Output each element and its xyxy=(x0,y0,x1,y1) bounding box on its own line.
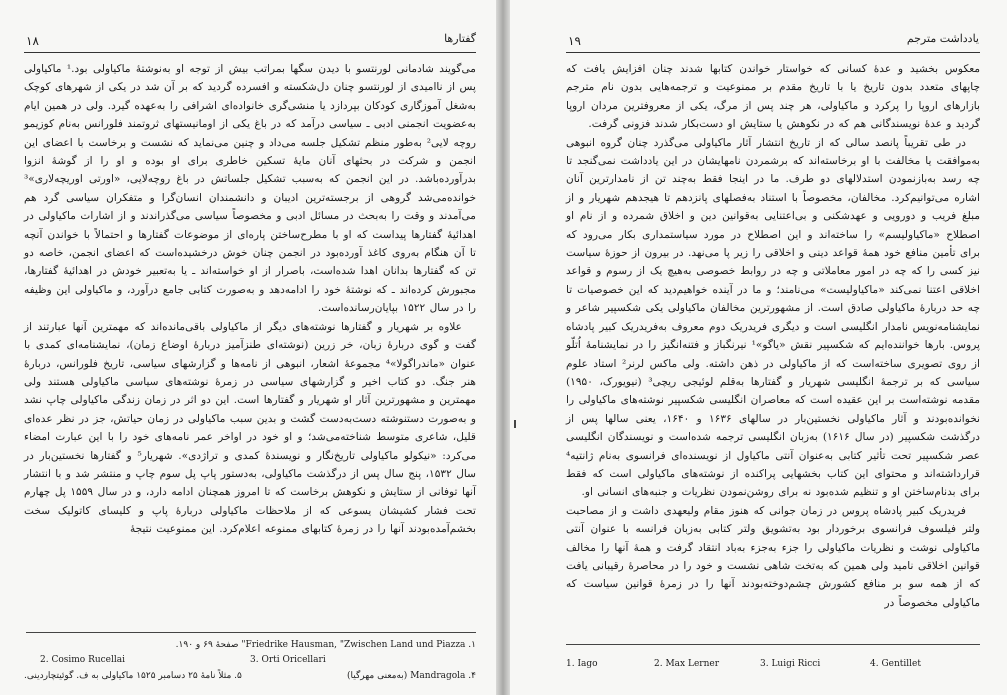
right-footnote-1: 1. Iago xyxy=(566,659,598,669)
right-footnote-2: 2. Max Lerner xyxy=(654,659,719,669)
left-page-number: ۱۸ xyxy=(26,34,39,48)
right-paragraph-3: فریدریک کبیر پادشاه پروس در زمان جوانی که هنوز مقام ولیعهدی داشت و از مصاحبت ولتر فیلسوف فرانسوی برخوردار بود به‌تشویق ولتر کتابی به‌زبان فرانسه با عنوان آنتی ماکیاولی نوشت و نظریات ماکیاولی را جزء به‌جزء به‌باد انتقاد گرفت و همهٔ آنها را مخالف قوانین اخلاقی نامید ولی همین که به‌تخت شاهی نشست و خود را در محاصرهٔ رقیبانی یافت که از همه سو بر منافع کشورش چشم‌دوخته‌بودند آنها را در زمرهٔ قوانین سیاست که ماکیاولی مخصوصاً در xyxy=(566,504,980,609)
right-footnote-3: 3. Luigi Ricci xyxy=(760,659,821,669)
right-running-head: یادداشت مترجم xyxy=(906,32,979,45)
page-edge-mark xyxy=(514,420,516,428)
left-footnote-2: 2. Cosimo Rucellai xyxy=(40,655,126,665)
left-running-head: گفتارها xyxy=(444,32,476,45)
right-paragraph-2: در طی تقریباً پانصد سالی که از تاریخ انتشار آثار ماکیاولی می‌گذرد چنان گروه انبوهی به‌موافقت یا مخالفت با او برخاسته‌اند که برشمردن نامهایشان در این یادداشت نمی‌گنجد تا چه رسد به‌بازنمودن استدلالهای دو طرف. ما در اینجا فقط به‌چند تن از نامدارترین آنان اشاره می‌توانیم‌کرد. مخالفان، مخصوصاً با استناد به‌فصلهای پانزدهم تا هیجدهم شهریار و از مبلغ فریب و دورویی و عهدشکنی و بی‌اعتنایی به‌قوانین دین و اخلاق شمرده و از نام او اصطلاح «ماکیاولیسم» را ساخته‌اند و این اصطلاح در مورد سیاستمداری بکار می‌رود که برای تأمین منافع خود همهٔ قواعد دینی و اخلاقی را زیر پا می‌نهد. در بیرون از حوزهٔ سیاست نیز کسی را که چه در امور معاملاتی و چه در روابط خصوصی به‌هیچ یک از رسوم و قواعد اخلاقی اعتنا نمی‌کند «ماکیاولیست» می‌نامند؛ و ما در آینده خواهیم‌دید که این خصوصیات تا چه حد دربارهٔ ماکیاولی صادق است. از مشهورترین مخالفان ماکیاولی یکی شکسپیر شاعر و نمایشنامه‌نویس نامدار انگلیسی است و دیگری فریدریک دوم معروف به‌فریدریک کبیر پادشاه پروس. بارها خواننده‌ایم که شکسپیر نقش «یاگو»¹ نیرنگباز و فتنه‌انگیز را در نمایشنامهٔ اُتلّو از روی تصویری ساخته‌است که از ماکیاولی در ذهن داشته. ولی ماکس لرنر² استاد علوم سیاسی که بر ترجمهٔ انگلیسی شهریار و گفتارها به‌قلم لوئیجی ریچی³ (نیویورک، ۱۹۵۰) مقدمه نوشته‌است بر این عقیده است که معاصران انگلیسی شکسپیر نوشته‌های ماکیاولی را نخوانده‌بودند و آثار ماکیاولی نخستین‌بار در سالهای ۱۶۳۶ و ۱۶۴۰، یعنی سالها پس از درگذشت شکسپیر (در سال ۱۶۱۶) به‌زبان انگلیسی ترجمه شده‌است و نویسندگان انگلیسی عصر شکسپیر تحت تأثیر کتابی به‌عنوان آنتی ماکیاول از نویسنده‌ای فرانسوی به‌نام ژانتیه⁴ قرارداشته‌اند و محتوای این کتاب بخشهایی پراکنده از نوشته‌های ماکیاولی است که فقط برای بدنام‌ساختن او و تنظیم شده‌بود نه برای روشن‌نمودن نظریات و جنبه‌های انسانی او. xyxy=(566,136,980,499)
left-header-rule xyxy=(24,52,476,53)
left-paragraph-2: علاوه بر شهریار و گفتارها نوشته‌های دیگر از ماکیاولی باقی‌مانده‌اند که مهمترین آنها عبارتند از گفت و گوی دربارهٔ زبان، خر زرین (نوشته‌ای طنزآمیز دربارهٔ اوضاع زمان)، نمایشنامه‌ای کمدی با عنوان «ماندراگولا»⁴ مجموعهٔ اشعار، انبوهی از نامه‌ها و گزارشهای سیاسی، تاریخ فلورانس، دربارهٔ هنر جنگ. دو کتاب اخیر و گزارشهای سیاسی در زمرهٔ نوشته‌های سیاسی ماکیاولی هستند ولی مهمترین و مشهورترین آثار او شهریار و گفتارها است. این دو اثر در زمان زندگی ماکیاولی چاپ نشد و به‌صورت دستنوشته دست‌به‌دست گشت و بدین سبب ماکیاولی در زمان حیاتش، جز در نظر عده‌ای قلیل، شاعری متوسط شناخته‌می‌شد؛ و او خود در اواخر عمر نامه‌های خود را با این عبارت امضاء می‌کرد: «نیکولو ماکیاولی تاریخ‌نگار و نویسندهٔ کمدی و تراژدی». شهریار⁵ و گفتارها نخستین‌بار در سال ۱۵۳۲، پنج سال پس از درگذشت ماکیاولی، به‌دستور پاپ پل سوم چاپ و منتشر شد و با انتشار آنها توفانی از ستایش و نکوهش برخاست که تا امروز همچنان ادامه دارد، و در سال ۱۵۵۹ پل چهارم تحت فشار کشیشان یسوعی که از ملاحظات ماکیاولی دربارهٔ پاپ و کلیسای کاتولیک سخت بخشم‌آمده‌بودند آنها را در زمرهٔ کتابهای ممنوعه اعلام‌کرد. این ممنوعیت نتیجهٔ xyxy=(24,320,476,536)
right-page xyxy=(510,0,1007,695)
right-paragraph-1: معکوس بخشید و عدهٔ کسانی که خواستار خواندن کتابها شدند چنان افزایش یافت که چاپهای متعدد بدون تاریخ یا با تاریخ مقدم بر ممنوعیت و ترجمه‌هایی بدون نام مترجم بازارهای اروپا را پرکرد و ماکیاولی، هر چند پس از مرگ، یکی از معروفترین مردان اروپا گردید و عدهٔ نویسندگانی هم که در نکوهش یا ستایش او دست‌بکار شدند فزونی گرفت. xyxy=(566,63,980,131)
left-footnote-rule xyxy=(26,632,476,633)
left-body-text xyxy=(24,60,476,539)
left-footnote-5: ۵. مثلاً نامهٔ ۲۵ دسامبر ۱۵۲۵ ماکیاولی به ف. گوئیتچاردینی. xyxy=(24,671,242,681)
right-footnote-rule xyxy=(566,644,980,645)
left-footnote-1: ۱. Friedrike Hausman, "Zwischen Land und Piazza" صفحهٔ ۶۹ و ۱۹۰. xyxy=(175,640,476,650)
right-footnote-4: 4. Gentillet xyxy=(870,659,921,669)
left-footnote-4: ۴. Mandragola (به‌معنی مهرگیا) xyxy=(347,671,476,681)
left-footnote-3: 3. Orti Oricellari xyxy=(250,655,326,665)
right-header-rule xyxy=(566,52,980,53)
right-body-text xyxy=(566,60,980,612)
right-page-number: ۱۹ xyxy=(568,34,581,48)
left-paragraph-1: می‌گویند شادمانی لورنتسو با دیدن سگها بمراتب بیش از توجه او به‌نوشتهٔ ماکیاولی بود.¹ ماکیاولی پس از ناامیدی از لورنتسو چنان دل‌شکسته و افسرده گردید که بر آن شد در یکی از شهرهای کوچک به‌شغل آموزگاری کودکان بپردازد یا منشی‌گری خانواده‌ای اشرافی را به‌عهده گیرد. ولی در همین ایام به‌عضویت انجمنی ادبی ـ سیاسی درآمد که در باغ یکی از اومانیستهای ثروتمند فلورانس به‌نام کوزیمو روچه لایی² به‌طور منظم تشکیل جلسه می‌داد و چنین می‌نماید که نشست و برخاست با اعضای این انجمن و شرکت در بحثهای آنان مایهٔ تسکین خاطری برای او بوده و او را از گوشهٔ انزوا بدرآورده‌باشد. در این انجمن که به‌سبب تشکیل جلساتش در باغ روچه‌لایی، «اورتی اوریچه‌لاری»³ خوانده‌می‌شد گروهی از برجسته‌ترین ادیبان و دانشمندان انسان‌گرا و متفکران سیاسی گرد هم می‌آمدند و وقت را به‌بحث در مسائل ادبی و مخصوصاً سیاسی می‌گذراندند و از اشارات ماکیاولی در اهدائیهٔ گفتارها پیداست که او با مطرح‌ساختن پاره‌ای از موضوعات گفتارها و احتمالاً با خواندن آنچه تا آن هنگام به‌روی کاغذ آورده‌بود در انجمن چنان خوش درخشیده‌است که اعضای انجمن، خاصه دو تن که گفتارها بدانان اهدا شده‌است، باصرار از او خواسته‌اند ـ یا به‌تعبیر خودش در اهدائیهٔ گفتارها، مجبورش کرده‌اند ـ که نوشتهٔ خود را ادامه‌دهد و به‌صورت کتابی جامع درآورد، و ماکیاولی این وظیفه را در سال ۱۵۲۲ بپایان‌رسانده‌است. xyxy=(24,63,476,315)
book-gutter xyxy=(496,0,510,695)
left-page xyxy=(0,0,496,695)
